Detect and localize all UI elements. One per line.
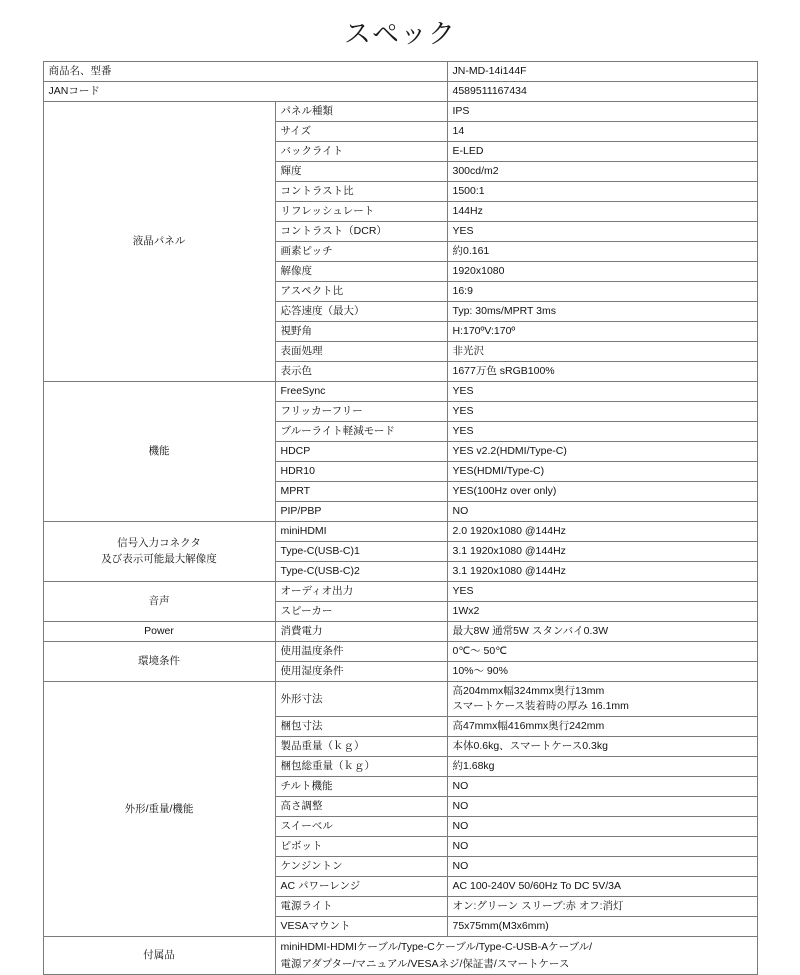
row-label: JANコード (43, 82, 447, 102)
table-row (43, 102, 757, 122)
table-row (43, 582, 757, 602)
row-value: オン:グリーン スリーブ:赤 オフ:消灯 (447, 897, 757, 917)
section-category: 信号入力コネクタ 及び表示可能最大解像度 (43, 522, 275, 582)
row-label: HDCP (275, 442, 447, 462)
row-label: ピボット (275, 837, 447, 857)
row-label: 商品名、型番 (43, 62, 447, 82)
row-value: NO (447, 797, 757, 817)
row-value: 約0.161 (447, 242, 757, 262)
row-value: 高47mmx幅416mmx奥行242mm (447, 717, 757, 737)
row-value: YES (447, 422, 757, 442)
row-label: 梱包総重量（ｋｇ） (275, 757, 447, 777)
row-value: 2.0 1920x1080 @144Hz (447, 522, 757, 542)
row-label: パネル種類 (275, 102, 447, 122)
row-value: YES (447, 382, 757, 402)
row-label: リフレッシュレート (275, 202, 447, 222)
row-value: 75x75mm(M3x6mm) (447, 917, 757, 937)
row-value: JN-MD-14i144F (447, 62, 757, 82)
row-value: 3.1 1920x1080 @144Hz (447, 542, 757, 562)
row-label: コントラスト（DCR） (275, 222, 447, 242)
row-value: 1920x1080 (447, 262, 757, 282)
row-value: AC 100-240V 50/60Hz To DC 5V/3A (447, 877, 757, 897)
row-label: ケンジントン (275, 857, 447, 877)
row-label: miniHDMI (275, 522, 447, 542)
row-value: 4589511167434 (447, 82, 757, 102)
row-label: ブルーライト軽減モード (275, 422, 447, 442)
row-label: バックライト (275, 142, 447, 162)
page-title: スペック (344, 19, 456, 49)
section-category: 外形/重量/機能 (43, 682, 275, 937)
row-value: YES(100Hz over only) (447, 482, 757, 502)
row-label: フリッカーフリー (275, 402, 447, 422)
row-value: 最大8W 通常5W スタンバイ0.3W (447, 622, 757, 642)
row-label: コントラスト比 (275, 182, 447, 202)
row-label: スピーカー (275, 602, 447, 622)
row-label: 電源ライト (275, 897, 447, 917)
row-value: 0℃～ 50℃ (447, 642, 757, 662)
row-value: E-LED (447, 142, 757, 162)
row-value: 3.1 1920x1080 @144Hz (447, 562, 757, 582)
row-label: 製品重量（ｋｇ） (275, 737, 447, 757)
row-value: 約1.68kg (447, 757, 757, 777)
row-label: PIP/PBP (275, 502, 447, 522)
row-label: 表示色 (275, 362, 447, 382)
row-value: NO (447, 837, 757, 857)
row-label: VESAマウント (275, 917, 447, 937)
section-category: 液晶パネル (43, 102, 275, 382)
row-value: IPS (447, 102, 757, 122)
section-category: 付属品 (43, 937, 275, 975)
row-label: 使用温度条件 (275, 642, 447, 662)
row-label: 解像度 (275, 262, 447, 282)
row-label: MPRT (275, 482, 447, 502)
table-row (43, 382, 757, 402)
row-value: NO (447, 502, 757, 522)
row-label: 消費電力 (275, 622, 447, 642)
row-value: 1500:1 (447, 182, 757, 202)
row-value: 16:9 (447, 282, 757, 302)
specification-table (43, 61, 758, 975)
row-value: YES(HDMI/Type-C) (447, 462, 757, 482)
section-category: 環境条件 (43, 642, 275, 682)
row-label: 画素ピッチ (275, 242, 447, 262)
row-value: YES (447, 582, 757, 602)
row-label: AC パワーレンジ (275, 877, 447, 897)
row-value: YES v2.2(HDMI/Type-C) (447, 442, 757, 462)
table-row (43, 82, 757, 102)
row-value: NO (447, 777, 757, 797)
table-row (43, 642, 757, 662)
row-label: アスペクト比 (275, 282, 447, 302)
row-label: 視野角 (275, 322, 447, 342)
row-label: HDR10 (275, 462, 447, 482)
row-value: H:170ºV:170º (447, 322, 757, 342)
row-label: 高さ調整 (275, 797, 447, 817)
table-row (43, 682, 757, 717)
table-row (43, 62, 757, 82)
row-label: スイーベル (275, 817, 447, 837)
row-value: 1Wx2 (447, 602, 757, 622)
accessories-value: miniHDMI-HDMIケーブル/Type-Cケーブル/Type-C-USB-Aケーブル/ 電源アダプター/マニュアル/VESAネジ/保証書/スマートケース (275, 937, 757, 975)
section-category: 機能 (43, 382, 275, 522)
section-category: Power (43, 622, 275, 642)
row-label: オーディオ出力 (275, 582, 447, 602)
row-label: Type-C(USB-C)2 (275, 562, 447, 582)
row-value: 14 (447, 122, 757, 142)
row-value: NO (447, 857, 757, 877)
row-value: Typ: 30ms/MPRT 3ms (447, 302, 757, 322)
row-value: YES (447, 222, 757, 242)
row-label: 表面処理 (275, 342, 447, 362)
row-value: 非光沢 (447, 342, 757, 362)
row-value: 10%～ 90% (447, 662, 757, 682)
row-label: Type-C(USB-C)1 (275, 542, 447, 562)
row-label: 梱包寸法 (275, 717, 447, 737)
row-value: 1677万色 sRGB100% (447, 362, 757, 382)
row-label: 輝度 (275, 162, 447, 182)
row-value: 本体0.6kg、スマートケース0.3kg (447, 737, 757, 757)
table-row-accessories (43, 937, 757, 975)
row-value: NO (447, 817, 757, 837)
row-value: 144Hz (447, 202, 757, 222)
row-label: 使用湿度条件 (275, 662, 447, 682)
table-row (43, 522, 757, 542)
row-label: 外形寸法 (275, 682, 447, 717)
table-row (43, 622, 757, 642)
row-label: サイズ (275, 122, 447, 142)
row-label: 応答速度（最大） (275, 302, 447, 322)
section-category: 音声 (43, 582, 275, 622)
row-value: YES (447, 402, 757, 422)
row-label: FreeSync (275, 382, 447, 402)
row-value: 高204mmx幅324mmx奥行13mm スマートケース装着時の厚み 16.1mm (447, 682, 757, 717)
row-value: 300cd/m2 (447, 162, 757, 182)
row-label: チルト機能 (275, 777, 447, 797)
